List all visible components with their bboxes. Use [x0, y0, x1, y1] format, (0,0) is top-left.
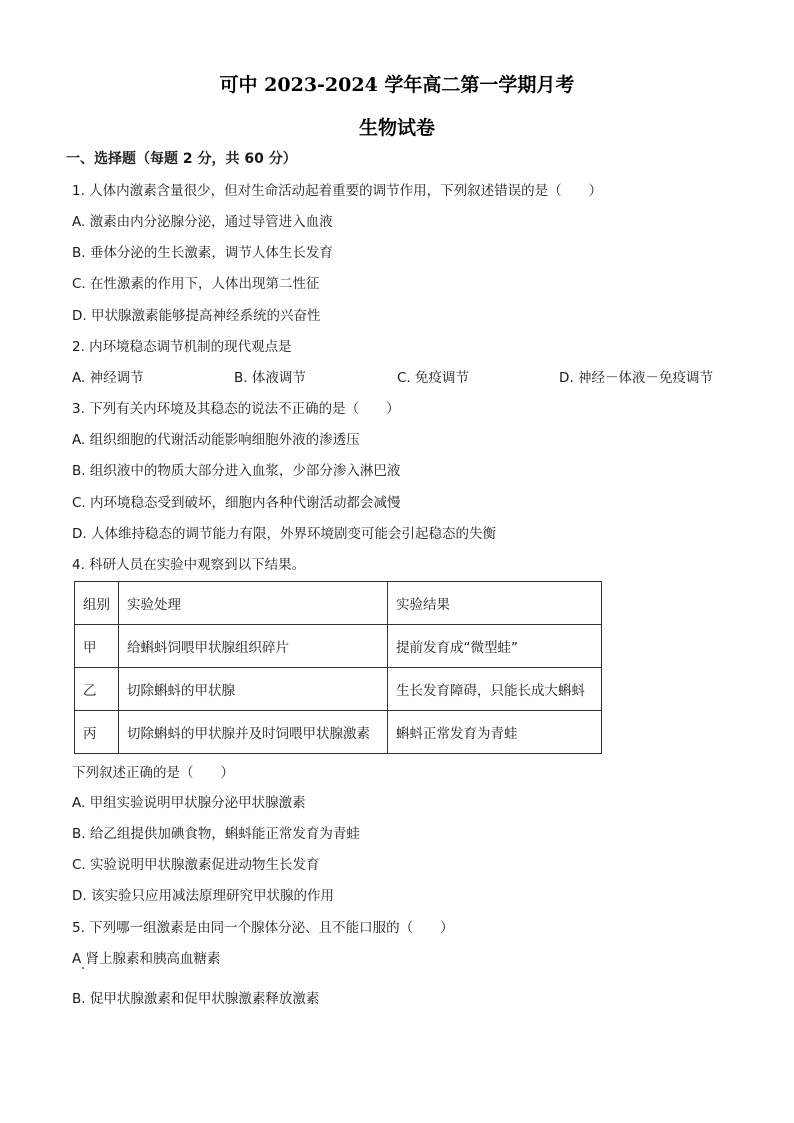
question-1-option-c: C. 在性激素的作用下，人体出现第二性征 [72, 276, 320, 292]
page-subtitle: 生物试卷 [358, 117, 435, 139]
table-row [75, 625, 602, 668]
question-2-option-c: C. 免疫调节 [397, 370, 470, 386]
table-cell: 切除蝌蚪的甲状腺并及时饲喂甲状腺激素 [119, 711, 388, 754]
question-2-option-a: A. 神经调节 [72, 370, 144, 386]
question-4-followup: 下列叙述正确的是（ ） [72, 765, 234, 781]
question-1-stem: 1. 人体内激素含量很少，但对生命活动起着重要的调节作用，下列叙述错误的是（ ） [72, 183, 603, 199]
question-4-option-b: B. 给乙组提供加碘食物，蝌蚪能正常发育为青蛙 [72, 826, 360, 842]
question-4-stem: 4. 科研人员在实验中观察到以下结果。 [72, 557, 306, 573]
question-2-option-d: D. 神经－体液－免疫调节 [559, 370, 713, 386]
table-header-cell: 实验结果 [388, 582, 602, 625]
question-1-option-b: B. 垂体分泌的生长激素，调节人体生长发育 [72, 245, 333, 261]
table-cell: 切除蝌蚪的甲状腺 [119, 668, 388, 711]
table-cell: 甲 [75, 625, 119, 668]
stray-dot-mark [82, 967, 84, 969]
question-2-option-b: B. 体液调节 [234, 370, 306, 386]
question-5-option-b: B. 促甲状腺激素和促甲状腺激素释放激素 [72, 991, 320, 1007]
question-1-option-a: A. 激素由内分泌腺分泌，通过导管进入血液 [72, 214, 333, 230]
table-cell: 乙 [75, 668, 119, 711]
table-header-cell: 实验处理 [119, 582, 388, 625]
question-3-option-c: C. 内环境稳态受到破坏，细胞内各种代谢活动都会减慢 [72, 495, 401, 511]
table-row [75, 668, 602, 711]
section-heading: 一、选择题（每题 2 分，共 60 分） [66, 151, 297, 167]
table-cell: 丙 [75, 711, 119, 754]
question-3-option-b: B. 组织液中的物质大部分进入血浆，少部分渗入淋巴液 [72, 463, 401, 479]
table-header-cell: 组别 [75, 582, 119, 625]
table-row [75, 711, 602, 754]
page-title: 可中 2023-2024 学年高二第一学期月考 [219, 74, 575, 96]
table-cell: 给蝌蚪饲喂甲状腺组织碎片 [119, 625, 388, 668]
question-3-stem: 3. 下列有关内环境及其稳态的说法不正确的是（ ） [72, 401, 400, 417]
question-3-option-a: A. 组织细胞的代谢活动能影响细胞外液的渗透压 [72, 432, 360, 448]
question-4-option-c: C. 实验说明甲状腺激素促进动物生长发育 [72, 857, 320, 873]
question-4-option-a: A. 甲组实验说明甲状腺分泌甲状腺激素 [72, 795, 306, 811]
question-4-option-d: D. 该实验只应用减法原理研究甲状腺的作用 [72, 888, 334, 904]
table-header-row [75, 582, 602, 625]
question-2-stem: 2. 内环境稳态调节机制的现代观点是 [72, 339, 292, 355]
question-5-option-a: A 肾上腺素和胰高血糖素 [72, 951, 221, 967]
question-1-option-d: D. 甲状腺激素能够提高神经系统的兴奋性 [72, 308, 321, 324]
question-3-option-d: D. 人体维持稳态的调节能力有限，外界环境剧变可能会引起稳态的失衡 [72, 526, 496, 542]
question-5-stem: 5. 下列哪一组激素是由同一个腺体分泌、且不能口服的（ ） [72, 920, 454, 936]
table-cell: 蝌蚪正常发育为青蛙 [388, 711, 602, 754]
table-cell: 生长发育障碍，只能长成大蝌蚪 [388, 668, 602, 711]
experiment-table [74, 581, 602, 754]
table-cell: 提前发育成“微型蛙” [388, 625, 602, 668]
